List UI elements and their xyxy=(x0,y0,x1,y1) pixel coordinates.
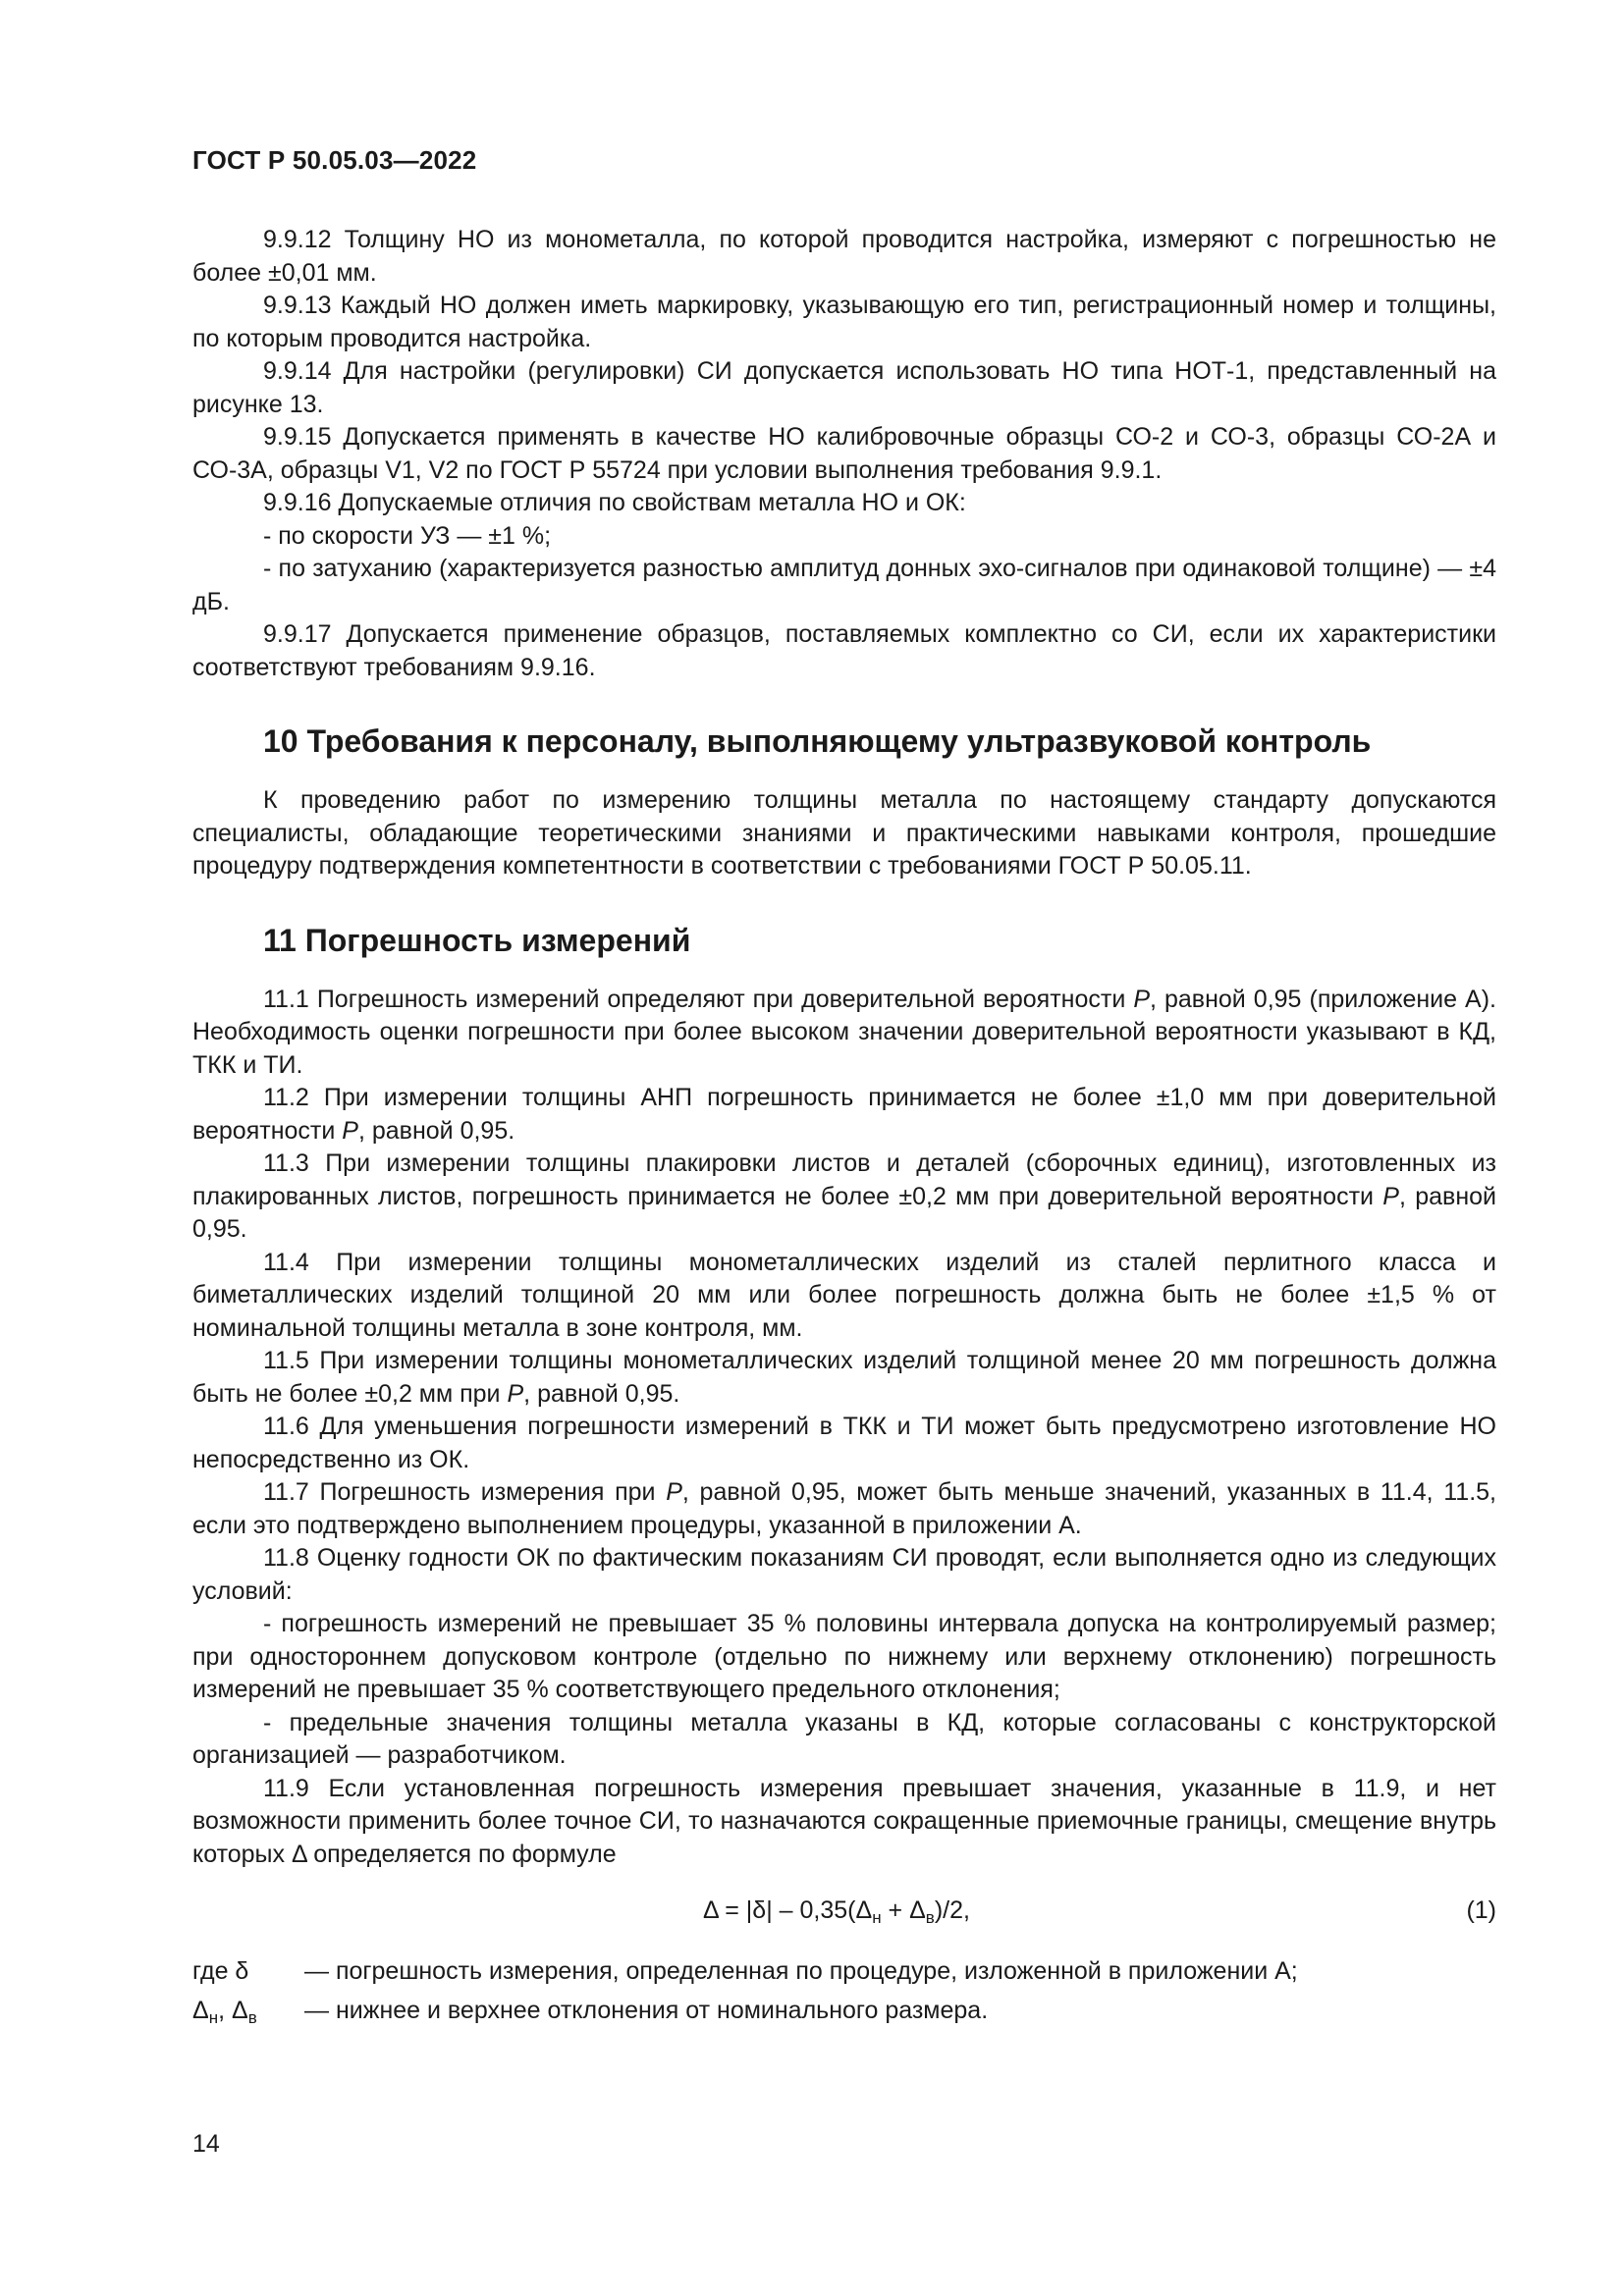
paragraph-11-3: 11.3 При измерении толщины плакировки листов и деталей (сборочных единиц), изготовленных из плакированных листов, погрешность принимается не более ±0,2 мм при доверительной вероятности P, равной 0,95. xyxy=(192,1149,1497,1243)
paragraph-9-9-17: 9.9.17 Допускается применение образцов, поставляемых комплектно со СИ, если их характеристики соответствуют требованиям 9.9.16. xyxy=(192,620,1496,681)
paragraph-11-4: 11.4 При измерении толщины монометаллических изделий из сталей перлитного класса и биметаллических изделий толщиной 20 мм или более погрешность должна быть не более ±1,5 % от номинальной толщины металла в зоне контроля, мм. xyxy=(192,1248,1496,1342)
paragraph-11-7: 11.7 Погрешность измерения при P, равной 0,95, может быть меньше значений, указанных в 11.4, 11.5, если это подтверждено выполнением процедуры, указанной в приложении А. xyxy=(192,1478,1496,1539)
paragraph-9-9-14: 9.9.14 Для настройки (регулировки) СИ допускается использовать НО типа НОТ-1, представленный на рисунке 13. xyxy=(192,357,1496,418)
document-body xyxy=(192,224,1496,2027)
paragraph-11-8: 11.8 Оценку годности ОК по фактическим показаниям СИ проводят, если выполняется одно из следующих условий: xyxy=(192,1544,1496,1605)
paragraph-11-9: 11.9 Если установленная погрешность измерения превышает значения, указанные в 11.9, и нет возможности применить более точное СИ, то назначаются сокращенные приемочные границы, смещение внутрь которых Δ определяется по формуле xyxy=(192,1774,1496,1868)
formula-number: (1) xyxy=(1466,1896,1496,1924)
paragraph-11-6: 11.6 Для уменьшения погрешности измерений в ТКК и ТИ может быть предусмотрено изготовление НО непосредственно из ОК. xyxy=(192,1413,1496,1473)
section-11-heading: 11 Погрешность измерений xyxy=(263,922,691,958)
paragraph-11-5: 11.5 При измерении толщины монометаллических изделий толщиной менее 20 мм погрешность должна быть не более ±0,2 мм при P, равной 0,95. xyxy=(192,1347,1496,1408)
formula-expression: $\Delta = |\delta| - 0,35(\Delta_н + \Delta_в)/2$, xyxy=(703,1896,970,1927)
paragraph-11-1: 11.1 Погрешность измерений определяют при доверительной вероятности P, равной 0,95 (приложение А). Необходимость оценки погрешности при более высоком значении доверительной вероятности указывают в КД, ТКК и ТИ. xyxy=(192,985,1496,1079)
paragraph-9-9-16: 9.9.16 Допускаемые отличия по свойствам металла НО и ОК: xyxy=(263,489,966,516)
section-10-heading: 10 Требования к персоналу, выполняющему ультразвуковой контроль xyxy=(263,723,1372,759)
list-item-speed: - по скорости УЗ — ±1 %; xyxy=(263,521,552,550)
list-item-tolerance: - погрешность измерений не превышает 35 % половины интервала допуска на контролируемый размер; при одностороннем допусковом контроле (отдельно по нижнему или верхнему отклонению) погрешность измерений не превышает 35 % соответствующего предельного отклонения; xyxy=(192,1610,1496,1703)
formula-1 xyxy=(192,1891,1496,1930)
list-item-attenuation: - по затуханию (характеризуется разностью амплитуд донных эхо-сигналов при одинаковой толщине) — ±4 дБ. xyxy=(192,555,1496,615)
list-item-limits: - предельные значения толщины металла указаны в КД, которые согласованы с конструкторской организацией — разработчиком. xyxy=(192,1708,1496,1769)
where-item-delta: где δ — погрешность измерения, определенная по процедуре, изложенной в приложении А; xyxy=(192,1957,1298,1985)
paragraph-9-9-15: 9.9.15 Допускается применять в качестве НО калибровочные образцы СО-2 и СО-3, образцы СО-2А и СО-3А, образцы V1, V2 по ГОСТ Р 55724 при условии выполнения требования 9.9.1. xyxy=(192,423,1496,484)
paragraph-9-9-12: 9.9.12 Толщину НО из монометалла, по которой проводится настройка, измеряют с погрешностью не более ±0,01 мм. xyxy=(192,226,1496,287)
document-header: ГОСТ Р 50.05.03—2022 xyxy=(192,145,477,175)
paragraph-9-9-13: 9.9.13 Каждый НО должен иметь маркировку, указывающую его тип, регистрационный номер и толщины, по которым проводится настройка. xyxy=(192,292,1496,352)
paragraph-11-2: 11.2 При измерении толщины АНП погрешность принимается не более ±1,0 мм при доверительной вероятности P, равной 0,95. xyxy=(192,1084,1496,1145)
page-number: 14 xyxy=(192,2130,220,2158)
where-item-deviations: $\Delta_н$, $\Delta_в$ — нижнее и верхнее отклонения от номинального размера. xyxy=(192,1996,989,2027)
section-10-text: К проведению работ по измерению толщины металла по настоящему стандарту допускаются специалисты, обладающие теоретическими знаниями и практическими навыками контроля, прошедшие процедуру подтверждения компетентности в соответствии с требованиями ГОСТ Р 50.05.11. xyxy=(192,786,1496,880)
